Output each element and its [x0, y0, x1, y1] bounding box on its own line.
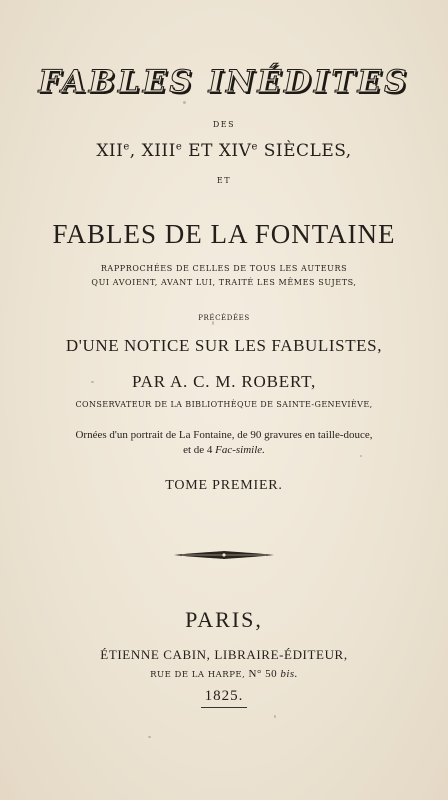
- century-12: XII: [96, 141, 124, 161]
- paper-spot: [148, 736, 151, 738]
- address-street: RUE DE LA HARPE,: [150, 670, 246, 680]
- des-connector: DES: [212, 120, 236, 129]
- author-role: CONSERVATEUR DE LA BIBLIOTHÈQUE DE SAINTE-GENEVIÈVE,: [75, 400, 373, 409]
- paper-spot: [274, 715, 276, 718]
- address-number: N° 50: [248, 668, 278, 680]
- publication-year: 1825.: [204, 688, 244, 704]
- century-12-sup: e: [123, 141, 130, 153]
- notice-line: D'UNE NOTICE SUR LES FABULISTES,: [65, 336, 383, 355]
- illustrations-line-2-start: et de 4: [183, 444, 213, 456]
- illustrations-line-1: Ornées d'un portrait de La Fontaine, de 90 gravures en taille-douce,: [75, 429, 373, 441]
- illustrations-line-2-italic: Fac-simile.: [215, 444, 265, 456]
- volume-label: TOME PREMIER.: [165, 478, 283, 493]
- publisher: ÉTIENNE CABIN, LIBRAIRE-ÉDITEUR,: [100, 647, 348, 662]
- ornamental-rule-icon: [172, 548, 276, 562]
- main-title: FABLES INÉDITES: [38, 64, 410, 100]
- year-underline: [201, 707, 247, 708]
- century-14: XIV: [218, 141, 252, 161]
- century-13: XIII: [141, 141, 176, 161]
- century-joiner: ET: [188, 141, 213, 161]
- city: PARIS,: [185, 607, 263, 632]
- address-suffix: bis.: [280, 668, 298, 680]
- century-13-sup: e: [175, 141, 183, 153]
- second-title: FABLES DE LA FONTAINE: [52, 219, 396, 249]
- centuries-line: XIIe, XIIIe ET XIVe SIÈCLES,: [96, 141, 352, 161]
- illustrations-line-2: [0, 444, 448, 456]
- centuries-tail: SIÈCLES,: [263, 141, 352, 161]
- preceded-label: PRÉCÉDÉES: [198, 314, 250, 322]
- address-line: [0, 668, 448, 680]
- century-14-sup: e: [251, 141, 258, 153]
- subtitle-line-1: RAPPROCHÉES DE CELLES DE TOUS LES AUTEURS: [100, 264, 348, 273]
- paper-spot: [183, 101, 186, 104]
- subtitle-line-2: QUI AVOIENT, AVANT LUI, TRAITÉ LES MÊMES SUJETS,: [91, 278, 357, 287]
- author-line: PAR A. C. M. ROBERT,: [131, 372, 317, 391]
- et-connector: ET: [216, 176, 232, 185]
